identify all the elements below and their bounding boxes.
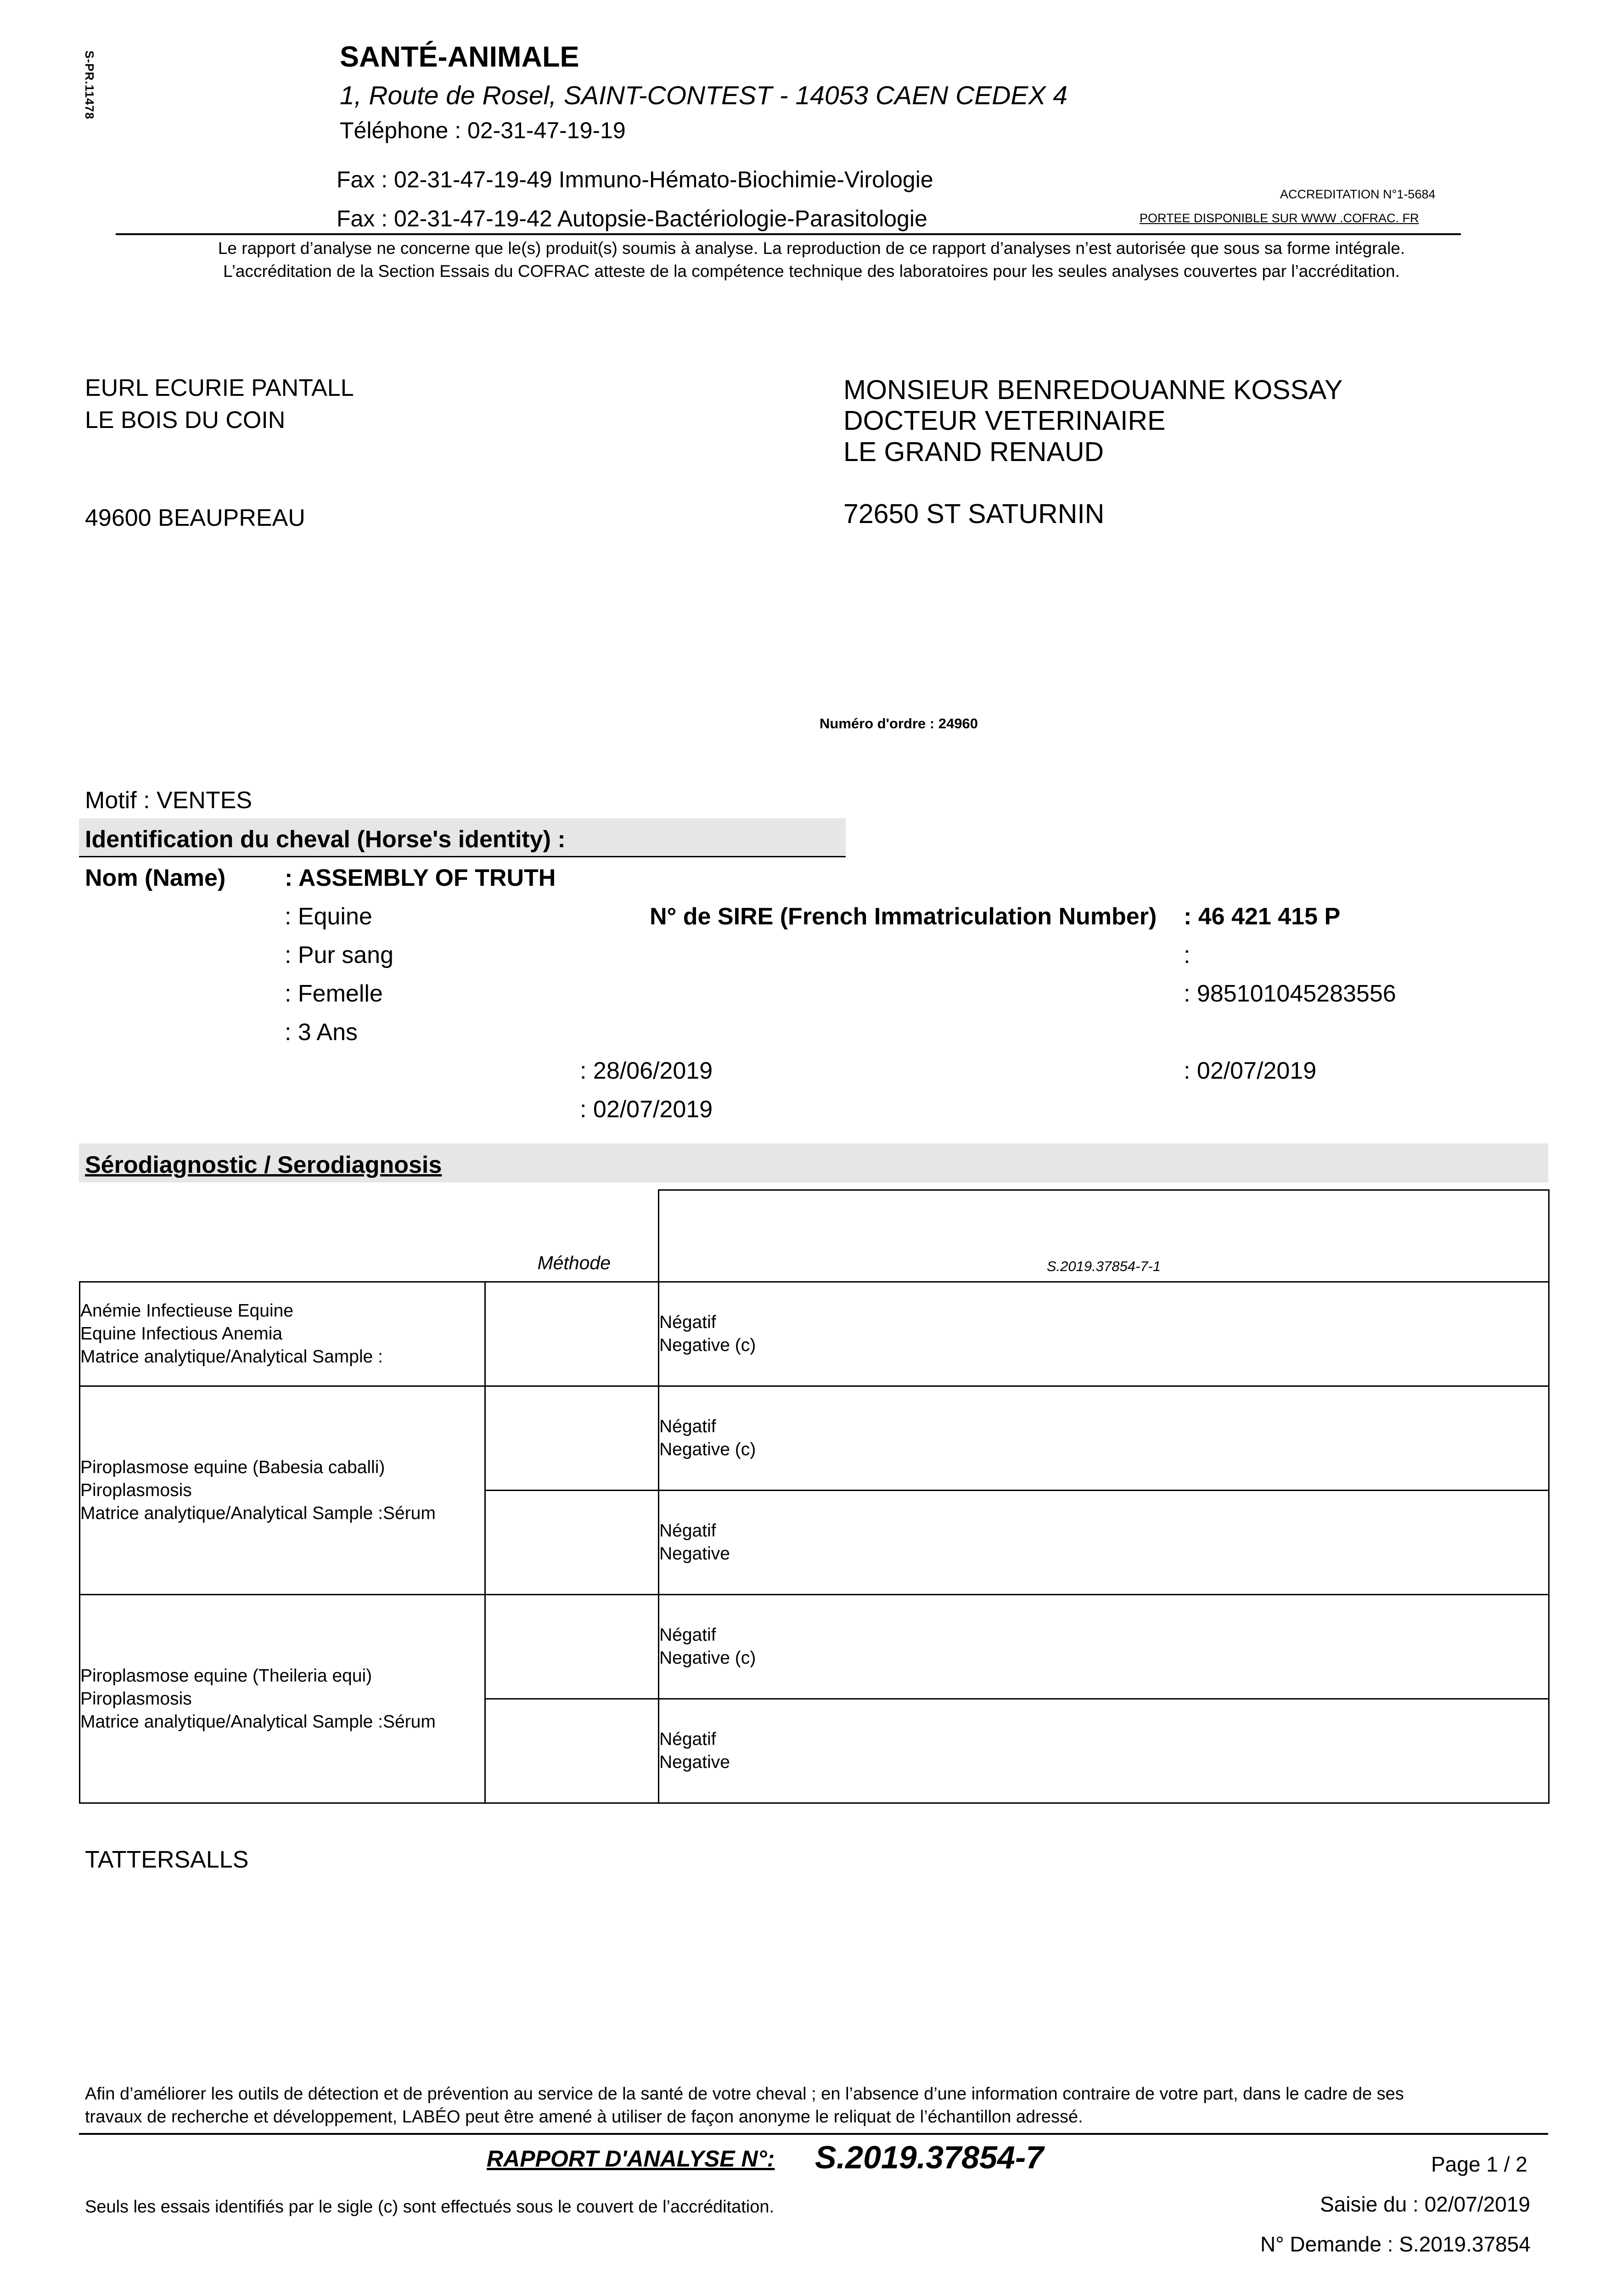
table-row <box>80 1282 1549 1386</box>
owner-street: LE BOIS DU COIN <box>85 407 286 433</box>
disclaimer-line-2: L’accréditation de la Section Essais du COFRAC atteste de la compétence technique des laboratoires pour les seules analyses couvertes par l’accréditation. <box>223 262 1400 281</box>
test-name-line: Matrice analytique/Analytical Sample : <box>80 1347 383 1367</box>
result-line: Negative (c) <box>659 1648 756 1668</box>
document-code: S-PR.11478 <box>83 51 96 120</box>
identification-heading: Identification du cheval (Horse's identity) : <box>85 826 566 853</box>
order-number: Numéro d'ordre : 24960 <box>820 715 978 732</box>
result-line: Négatif <box>659 1521 716 1541</box>
test-name-line: Piroplasmose equine (Theileria equi) <box>80 1666 372 1686</box>
identification-underline <box>79 856 846 857</box>
sire-label: N° de SIRE (French Immatriculation Number) <box>650 903 1157 930</box>
vet-city: 72650 ST SATURNIN <box>843 499 1105 529</box>
horse-age: : 3 Ans <box>285 1019 358 1046</box>
results-table <box>79 1189 1550 1804</box>
result-line: Négatif <box>659 1729 716 1749</box>
analysis-date: : 02/07/2019 <box>580 1096 713 1123</box>
method-cell <box>485 1386 659 1491</box>
method-cell <box>485 1595 659 1699</box>
result-line: Negative <box>659 1544 730 1564</box>
lab-fax-2: Fax : 02-31-47-19-42 Autopsie-Bactériologie-Parasitologie <box>337 206 927 231</box>
vet-street: LE GRAND RENAUD <box>843 437 1104 467</box>
result-line: Négatif <box>659 1625 716 1645</box>
vet-title: DOCTEUR VETERINAIRE <box>843 405 1166 436</box>
test-name-cell <box>80 1386 485 1595</box>
cofrac-link[interactable]: PORTEE DISPONIBLE SUR WWW .COFRAC. FR <box>1140 211 1419 225</box>
test-name-line: Piroplasmosis <box>80 1688 192 1709</box>
reception-date: : 02/07/2019 <box>1184 1058 1317 1084</box>
owner-name: EURL ECURIE PANTALL <box>85 375 354 401</box>
test-name-line: Matrice analytique/Analytical Sample :Sérum <box>80 1711 436 1732</box>
result-line: Negative <box>659 1752 730 1772</box>
sample-header: S.2019.37854-7-1 <box>1046 1258 1161 1274</box>
lab-address: 1, Route de Rosel, SAINT-CONTEST - 14053 CAEN CEDEX 4 <box>340 81 1068 110</box>
breed-right-value: : <box>1184 942 1191 968</box>
motif: Motif : VENTES <box>85 787 253 814</box>
lab-name: SANTÉ-ANIMALE <box>340 41 579 73</box>
result-line: Négatif <box>659 1417 716 1436</box>
method-cell <box>485 1491 659 1595</box>
table-header-row <box>80 1190 1549 1282</box>
disclaimer-line-1: Le rapport d’analyse ne concerne que le(s) produit(s) soumis à analyse. La reproduction de ce rapport d’analyses n’est autorisée que sous sa forme intégrale. <box>218 239 1405 258</box>
footer-note-line-2: travaux de recherche et développement, LABÉO peut être amené à utiliser de façon anonyme le reliquat de l’échantillon adressé. <box>85 2107 1083 2127</box>
result-cell <box>659 1386 1549 1491</box>
test-name-cell <box>80 1595 485 1803</box>
horse-sex: : Femelle <box>285 980 383 1007</box>
name-label: Nom (Name) <box>85 865 226 891</box>
report-number: S.2019.37854-7 <box>815 2139 1044 2175</box>
vet-name: MONSIEUR BENREDOUANNE KOSSAY <box>843 375 1343 405</box>
lab-phone: Téléphone : 02-31-47-19-19 <box>340 118 626 143</box>
test-name-line: Piroplasmose equine (Babesia caballi) <box>80 1457 385 1477</box>
result-cell <box>659 1595 1549 1699</box>
serodiagnostic-heading: Sérodiagnostic / Serodiagnosis <box>85 1152 442 1178</box>
footer-divider <box>79 2133 1548 2135</box>
report-label: RAPPORT D'ANALYSE N°: <box>487 2146 775 2172</box>
chip-number: : 985101045283556 <box>1184 980 1396 1007</box>
horse-species: : Equine <box>285 903 372 930</box>
result-line: Negative (c) <box>659 1335 756 1355</box>
test-name-line: Equine Infectious Anemia <box>80 1324 283 1344</box>
result-line: Négatif <box>659 1312 716 1332</box>
result-cell <box>659 1491 1549 1595</box>
footer-note-line-1: Afin d’améliorer les outils de détection et de prévention au service de la santé de votre cheval ; en l’absence d’une information contraire de votre part, dans le cadre de ses <box>85 2084 1404 2104</box>
sample-header-cell <box>659 1190 1549 1282</box>
method-cell <box>485 1282 659 1386</box>
table-row <box>80 1386 1549 1491</box>
test-name-cell <box>80 1282 485 1386</box>
method-cell <box>485 1699 659 1803</box>
test-name-line: Piroplasmosis <box>80 1480 192 1500</box>
lab-fax-1: Fax : 02-31-47-19-49 Immuno-Hémato-Biochimie-Virologie <box>337 167 933 192</box>
horse-breed: : Pur sang <box>285 942 394 968</box>
result-cell <box>659 1699 1549 1803</box>
method-header-cell <box>80 1190 659 1282</box>
test-name-line: Matrice analytique/Analytical Sample :Sérum <box>80 1503 436 1523</box>
owner-city: 49600 BEAUPREAU <box>85 505 305 531</box>
page-number: Page 1 / 2 <box>1431 2152 1528 2176</box>
table-row <box>80 1595 1549 1699</box>
method-header: Méthode <box>537 1252 611 1273</box>
accreditation-number: ACCREDITATION N°1-5684 <box>1280 187 1436 201</box>
accreditation-note: Seuls les essais identifiés par le sigle (c) sont effectués sous le couvert de l’accréditation. <box>85 2197 775 2217</box>
remark: TATTERSALLS <box>85 1846 249 1873</box>
horse-name: : ASSEMBLY OF TRUTH <box>285 865 556 891</box>
header-divider <box>116 233 1461 235</box>
sire-number: : 46 421 415 P <box>1184 903 1341 930</box>
result-cell <box>659 1282 1549 1386</box>
sampling-date: : 28/06/2019 <box>580 1058 713 1084</box>
demande-number: N° Demande : S.2019.37854 <box>1260 2232 1531 2256</box>
test-name-line: Anémie Infectieuse Equine <box>80 1301 293 1321</box>
saisie-date: Saisie du : 02/07/2019 <box>1320 2192 1530 2216</box>
result-line: Negative (c) <box>659 1440 756 1459</box>
